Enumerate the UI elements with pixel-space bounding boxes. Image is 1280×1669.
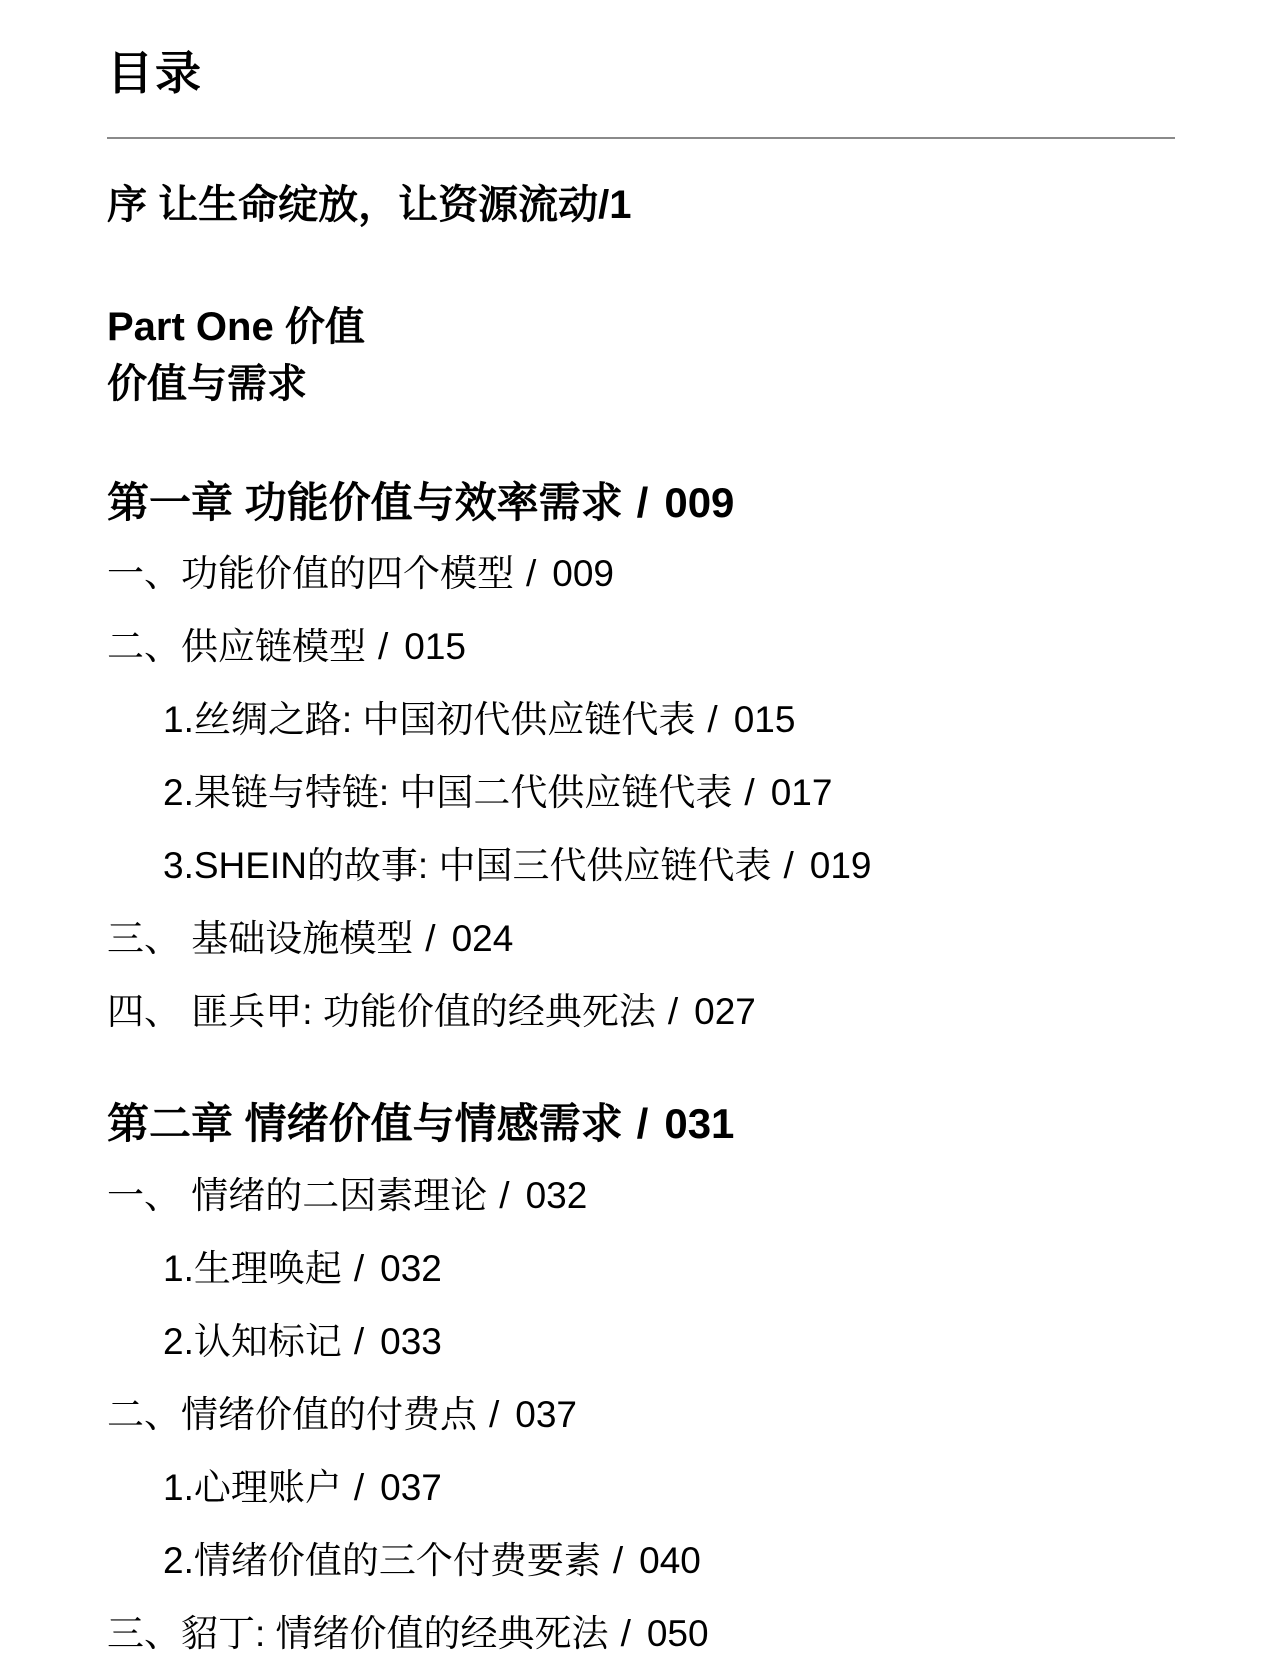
chapter-1-title: 第一章 功能价值与效率需求 — [107, 478, 623, 526]
chapter-2-page-number: 031 — [664, 1100, 735, 1148]
toc-item-label: 三、貂丁: 情绪价值的经典死法 — [107, 1612, 609, 1654]
separator-slash: / — [612, 1539, 624, 1581]
separator-slash: / — [353, 1320, 365, 1362]
chapter-2-items — [107, 1159, 1175, 1669]
toc-item-page-number: 033 — [380, 1320, 442, 1362]
chapter-2-heading[interactable] — [107, 1098, 1175, 1151]
toc-item-page-number: 015 — [733, 699, 796, 741]
toc-item-label: 1.丝绸之路: 中国初代供应链代表 — [163, 699, 696, 741]
toc-item[interactable] — [107, 1159, 1175, 1232]
toc-item[interactable] — [107, 610, 1175, 683]
toc-item-page-number: 015 — [404, 626, 467, 668]
separator-slash: / — [425, 918, 436, 960]
toc-item[interactable] — [107, 1597, 1175, 1669]
part-one-block — [107, 299, 1175, 413]
toc-subitem[interactable] — [107, 1524, 1175, 1597]
separator-slash: / — [667, 991, 679, 1033]
separator-slash: / — [489, 1393, 500, 1435]
toc-item-page-number: 040 — [639, 1539, 701, 1581]
separator-slash: / — [499, 1174, 510, 1216]
toc-item-page-number: 037 — [380, 1466, 442, 1508]
chapter-2 — [107, 1098, 1175, 1669]
toc-item-label: 一、 情绪的二因素理论 — [107, 1174, 488, 1216]
part-one-subtitle: 价值与需求 — [107, 361, 307, 406]
separator-slash: / — [636, 478, 649, 526]
toc-item[interactable] — [107, 1378, 1175, 1451]
chapter-1-items — [107, 537, 1175, 1048]
separator-slash: / — [526, 553, 537, 595]
chapter-1-page-number: 009 — [664, 478, 735, 526]
toc-item[interactable] — [107, 902, 1175, 975]
separator-slash: / — [353, 1466, 365, 1508]
chapter-1-heading[interactable] — [107, 477, 1175, 530]
toc-entry-preface[interactable]: 序 让生命绽放，让资源流动/1 — [107, 183, 632, 228]
toc-item-page-number: 032 — [380, 1247, 442, 1289]
toc-item-page-number: 037 — [515, 1393, 578, 1435]
part-one-title: Part One 价值 — [107, 305, 365, 350]
toc-item-label: 四、 匪兵甲: 功能价值的经典死法 — [107, 991, 656, 1033]
toc-subitem[interactable] — [107, 1451, 1175, 1524]
toc-item-label: 二、情绪价值的付费点 — [107, 1393, 477, 1435]
toc-item-label: 1.生理唤起 — [163, 1247, 342, 1289]
page-title: 目录 — [107, 47, 203, 99]
separator-slash: / — [620, 1612, 631, 1654]
toc-item-label: 2.果链与特链: 中国二代供应链代表 — [163, 772, 733, 814]
separator-slash: / — [744, 772, 755, 814]
toc-item-page-number: 024 — [451, 918, 514, 960]
toc-subitem[interactable] — [107, 1305, 1175, 1378]
toc-item-page-number: 017 — [770, 772, 833, 814]
toc-item-page-number: 032 — [525, 1174, 588, 1216]
toc-item-page-number: 019 — [809, 845, 872, 887]
separator-slash: / — [783, 845, 794, 887]
toc-item[interactable] — [107, 975, 1175, 1048]
toc-subitem[interactable] — [107, 756, 1175, 829]
separator-slash: / — [636, 1100, 649, 1148]
chapter-2-title: 第二章 情绪价值与情感需求 — [107, 1100, 623, 1148]
toc-item-label: 1.心理账户 — [163, 1466, 342, 1508]
toc-item-page-number: 027 — [694, 991, 756, 1033]
toc-item-label: 三、 基础设施模型 — [107, 918, 414, 960]
toc-subitem[interactable] — [107, 829, 1175, 902]
separator-slash: / — [707, 699, 718, 741]
toc-item-label: 二、供应链模型 — [107, 626, 366, 668]
toc-subitem[interactable] — [107, 1232, 1175, 1305]
chapter-1 — [107, 477, 1175, 1049]
toc-item-label: 一、功能价值的四个模型 — [107, 553, 514, 595]
separator-slash: / — [378, 626, 389, 668]
toc-item-label: 3.SHEIN的故事: 中国三代供应链代表 — [163, 845, 772, 887]
toc-item[interactable] — [107, 537, 1175, 610]
toc-item-label: 2.情绪价值的三个付费要素 — [163, 1539, 601, 1581]
toc-item-page-number: 050 — [646, 1612, 709, 1654]
title-divider — [107, 137, 1175, 139]
toc-item-label: 2.认知标记 — [163, 1320, 342, 1362]
toc-item-page-number: 009 — [552, 553, 615, 595]
separator-slash: / — [353, 1247, 365, 1289]
toc-subitem[interactable] — [107, 683, 1175, 756]
